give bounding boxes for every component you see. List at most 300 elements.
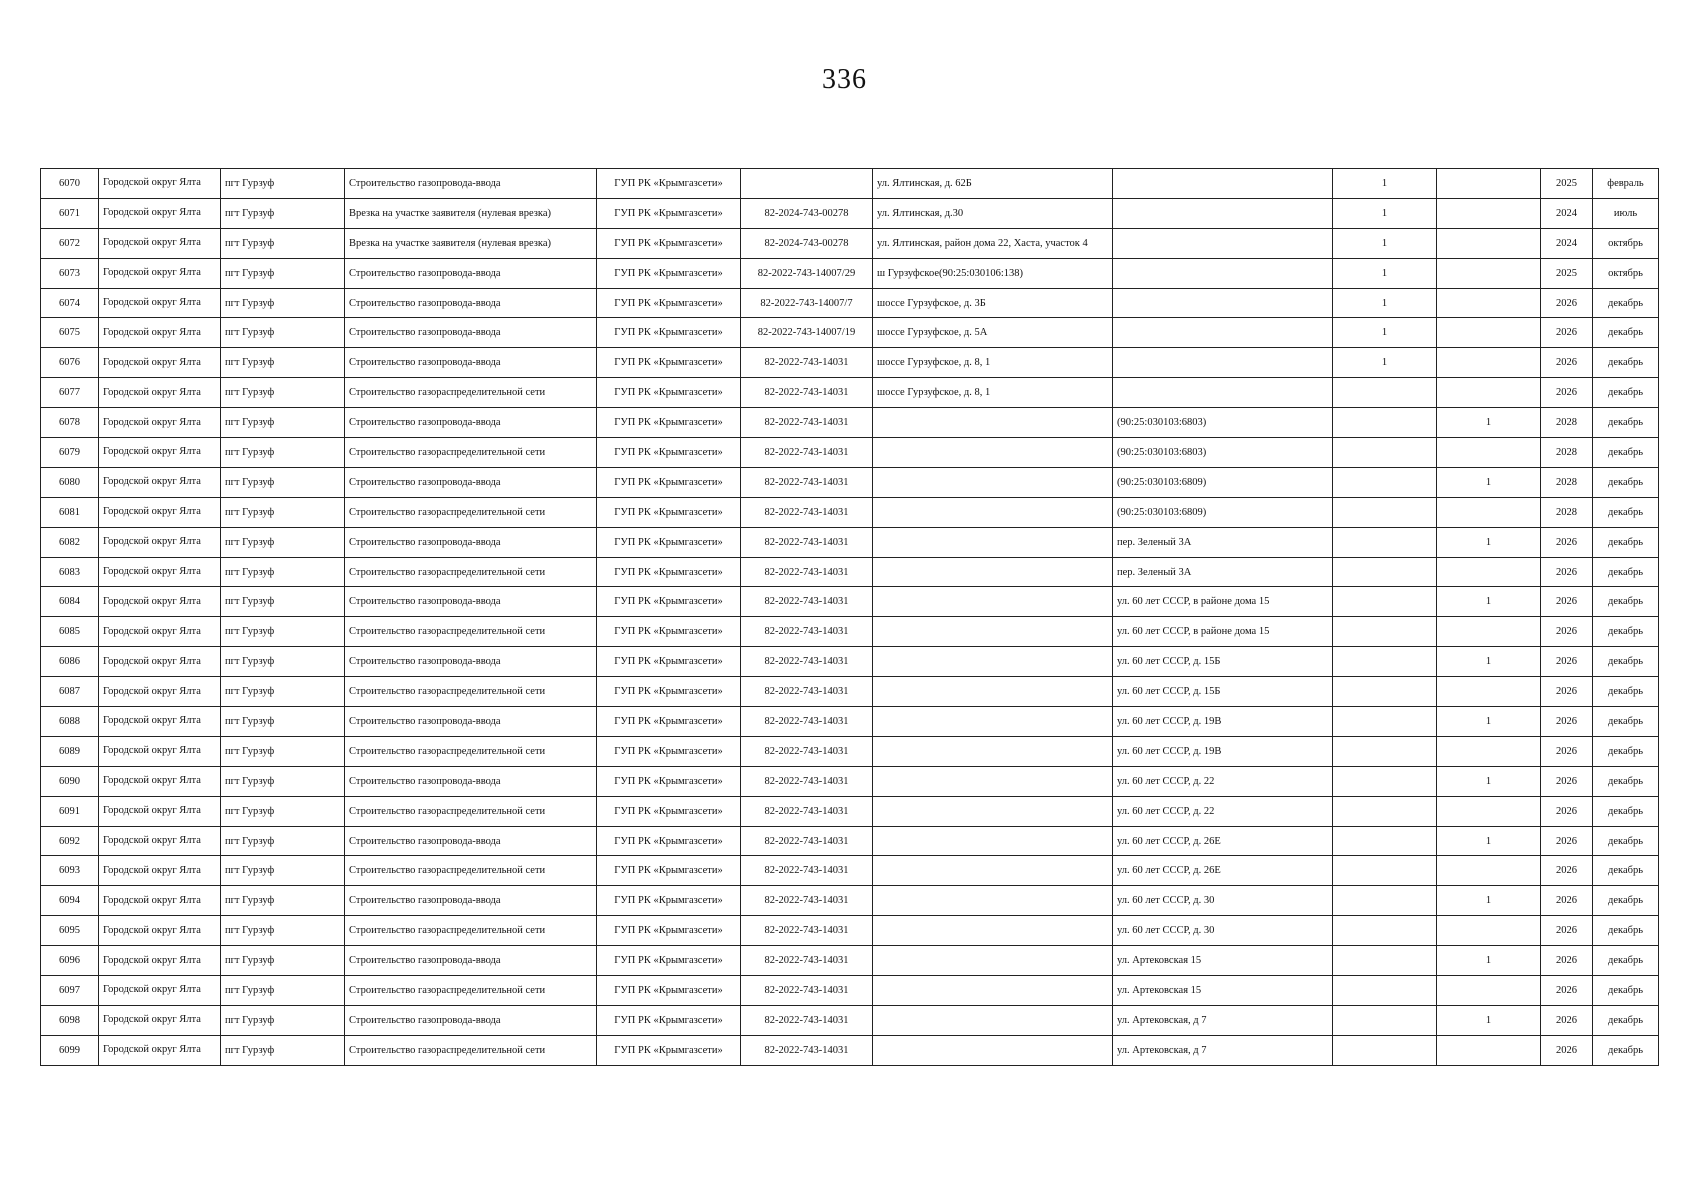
cell-row-number: 6071 xyxy=(41,198,99,228)
cell-contract-number: 82-2022-743-14031 xyxy=(741,527,873,557)
cell-settlement: пгт Гурзуф xyxy=(221,617,345,647)
cell-settlement: пгт Гурзуф xyxy=(221,378,345,408)
cell-organization: ГУП РК «Крымгазсети» xyxy=(597,497,741,527)
cell-year: 2025 xyxy=(1541,169,1593,199)
cell-row-number: 6082 xyxy=(41,527,99,557)
cell-contract-number: 82-2022-743-14031 xyxy=(741,976,873,1006)
cell-count-a xyxy=(1333,796,1437,826)
cell-count-b xyxy=(1437,736,1541,766)
cell-settlement: пгт Гурзуф xyxy=(221,198,345,228)
cell-organization: ГУП РК «Крымгазсети» xyxy=(597,1005,741,1035)
cell-count-b xyxy=(1437,169,1541,199)
cell-year: 2026 xyxy=(1541,677,1593,707)
cell-settlement: пгт Гурзуф xyxy=(221,408,345,438)
cell-work-type: Строительство газопровода-ввода xyxy=(345,1005,597,1035)
cell-year: 2026 xyxy=(1541,976,1593,1006)
cell-settlement: пгт Гурзуф xyxy=(221,647,345,677)
cell-organization: ГУП РК «Крымгазсети» xyxy=(597,527,741,557)
cell-contract-number xyxy=(741,169,873,199)
cell-count-b xyxy=(1437,557,1541,587)
cell-work-type: Строительство газораспределительной сети xyxy=(345,1035,597,1065)
cell-work-type: Строительство газопровода-ввода xyxy=(345,886,597,916)
cell-municipality: Городской округ Ялта xyxy=(99,198,221,228)
cell-cadastral-address: ул. Артековская, д 7 xyxy=(1113,1035,1333,1065)
cell-cadastral-address: ул. 60 лет СССР, д. 19В xyxy=(1113,736,1333,766)
cell-organization: ГУП РК «Крымгазсети» xyxy=(597,766,741,796)
cell-address xyxy=(873,976,1113,1006)
cell-settlement: пгт Гурзуф xyxy=(221,707,345,737)
cell-work-type: Строительство газопровода-ввода xyxy=(345,766,597,796)
cell-year: 2026 xyxy=(1541,796,1593,826)
cell-address xyxy=(873,497,1113,527)
cell-month: декабрь xyxy=(1593,1005,1659,1035)
cell-row-number: 6076 xyxy=(41,348,99,378)
cell-year: 2026 xyxy=(1541,707,1593,737)
cell-row-number: 6083 xyxy=(41,557,99,587)
cell-contract-number: 82-2022-743-14031 xyxy=(741,886,873,916)
cell-organization: ГУП РК «Крымгазсети» xyxy=(597,467,741,497)
cell-year: 2026 xyxy=(1541,856,1593,886)
cell-cadastral-address: ул. Артековская, д 7 xyxy=(1113,1005,1333,1035)
cell-count-a: 1 xyxy=(1333,258,1437,288)
cell-municipality: Городской округ Ялта xyxy=(99,1005,221,1035)
cell-row-number: 6097 xyxy=(41,976,99,1006)
cell-count-b: 1 xyxy=(1437,1005,1541,1035)
cell-cadastral-address: ул. 60 лет СССР, д. 15Б xyxy=(1113,647,1333,677)
cell-month: декабрь xyxy=(1593,766,1659,796)
cell-count-a xyxy=(1333,946,1437,976)
cell-count-b xyxy=(1437,916,1541,946)
cell-organization: ГУП РК «Крымгазсети» xyxy=(597,438,741,468)
cell-year: 2026 xyxy=(1541,736,1593,766)
cell-month: декабрь xyxy=(1593,1035,1659,1065)
cell-month: декабрь xyxy=(1593,617,1659,647)
cell-contract-number: 82-2022-743-14031 xyxy=(741,1005,873,1035)
cell-work-type: Строительство газораспределительной сети xyxy=(345,497,597,527)
cell-count-a xyxy=(1333,1005,1437,1035)
table-row xyxy=(41,408,1659,438)
data-table xyxy=(40,168,1659,1066)
table-row xyxy=(41,557,1659,587)
cell-contract-number: 82-2022-743-14031 xyxy=(741,707,873,737)
cell-count-b: 1 xyxy=(1437,886,1541,916)
cell-month: октябрь xyxy=(1593,258,1659,288)
cell-year: 2026 xyxy=(1541,946,1593,976)
cell-count-b: 1 xyxy=(1437,587,1541,617)
table-row xyxy=(41,826,1659,856)
cell-municipality: Городской округ Ялта xyxy=(99,856,221,886)
cell-count-b xyxy=(1437,258,1541,288)
cell-row-number: 6096 xyxy=(41,946,99,976)
cell-row-number: 6094 xyxy=(41,886,99,916)
cell-cadastral-address: ул. 60 лет СССР, д. 22 xyxy=(1113,766,1333,796)
cell-month: октябрь xyxy=(1593,228,1659,258)
cell-address xyxy=(873,1005,1113,1035)
cell-contract-number: 82-2022-743-14007/19 xyxy=(741,318,873,348)
cell-cadastral-address xyxy=(1113,198,1333,228)
cell-work-type: Строительство газопровода-ввода xyxy=(345,946,597,976)
cell-year: 2024 xyxy=(1541,228,1593,258)
cell-organization: ГУП РК «Крымгазсети» xyxy=(597,557,741,587)
cell-organization: ГУП РК «Крымгазсети» xyxy=(597,647,741,677)
cell-year: 2026 xyxy=(1541,886,1593,916)
cell-contract-number: 82-2022-743-14031 xyxy=(741,467,873,497)
table-row xyxy=(41,1035,1659,1065)
cell-contract-number: 82-2022-743-14031 xyxy=(741,677,873,707)
cell-contract-number: 82-2022-743-14007/29 xyxy=(741,258,873,288)
cell-count-a xyxy=(1333,467,1437,497)
cell-work-type: Строительство газопровода-ввода xyxy=(345,258,597,288)
cell-row-number: 6084 xyxy=(41,587,99,617)
table-row xyxy=(41,438,1659,468)
cell-cadastral-address xyxy=(1113,228,1333,258)
cell-month: декабрь xyxy=(1593,736,1659,766)
cell-contract-number: 82-2022-743-14031 xyxy=(741,617,873,647)
table-row xyxy=(41,886,1659,916)
table-row xyxy=(41,707,1659,737)
table-row xyxy=(41,946,1659,976)
cell-year: 2026 xyxy=(1541,617,1593,647)
cell-row-number: 6081 xyxy=(41,497,99,527)
cell-month: декабрь xyxy=(1593,378,1659,408)
cell-cadastral-address: ул. 60 лет СССР, д. 30 xyxy=(1113,886,1333,916)
cell-settlement: пгт Гурзуф xyxy=(221,527,345,557)
cell-count-a xyxy=(1333,617,1437,647)
cell-settlement: пгт Гурзуф xyxy=(221,1005,345,1035)
cell-count-b: 1 xyxy=(1437,707,1541,737)
cell-year: 2026 xyxy=(1541,527,1593,557)
cell-municipality: Городской округ Ялта xyxy=(99,318,221,348)
cell-cadastral-address: ул. 60 лет СССР, в районе дома 15 xyxy=(1113,587,1333,617)
cell-municipality: Городской округ Ялта xyxy=(99,1035,221,1065)
cell-contract-number: 82-2022-743-14031 xyxy=(741,348,873,378)
cell-organization: ГУП РК «Крымгазсети» xyxy=(597,796,741,826)
table-row xyxy=(41,1005,1659,1035)
cell-count-a xyxy=(1333,916,1437,946)
cell-address xyxy=(873,1035,1113,1065)
cell-work-type: Строительство газопровода-ввода xyxy=(345,169,597,199)
table-row xyxy=(41,527,1659,557)
cell-settlement: пгт Гурзуф xyxy=(221,766,345,796)
cell-settlement: пгт Гурзуф xyxy=(221,677,345,707)
cell-count-b xyxy=(1437,617,1541,647)
cell-municipality: Городской округ Ялта xyxy=(99,408,221,438)
cell-settlement: пгт Гурзуф xyxy=(221,946,345,976)
cell-address xyxy=(873,826,1113,856)
cell-settlement: пгт Гурзуф xyxy=(221,886,345,916)
cell-count-a xyxy=(1333,736,1437,766)
cell-contract-number: 82-2022-743-14031 xyxy=(741,647,873,677)
cell-address xyxy=(873,647,1113,677)
cell-organization: ГУП РК «Крымгазсети» xyxy=(597,617,741,647)
cell-month: декабрь xyxy=(1593,916,1659,946)
cell-month: декабрь xyxy=(1593,318,1659,348)
cell-count-b xyxy=(1437,976,1541,1006)
cell-year: 2026 xyxy=(1541,1035,1593,1065)
cell-row-number: 6087 xyxy=(41,677,99,707)
cell-contract-number: 82-2022-743-14031 xyxy=(741,796,873,826)
cell-count-b xyxy=(1437,228,1541,258)
cell-contract-number: 82-2022-743-14031 xyxy=(741,1035,873,1065)
cell-contract-number: 82-2022-743-14031 xyxy=(741,587,873,617)
cell-count-a xyxy=(1333,647,1437,677)
cell-work-type: Строительство газораспределительной сети xyxy=(345,796,597,826)
cell-row-number: 6073 xyxy=(41,258,99,288)
cell-row-number: 6075 xyxy=(41,318,99,348)
cell-work-type: Строительство газораспределительной сети xyxy=(345,617,597,647)
cell-organization: ГУП РК «Крымгазсети» xyxy=(597,916,741,946)
table-row xyxy=(41,796,1659,826)
cell-settlement: пгт Гурзуф xyxy=(221,467,345,497)
cell-row-number: 6085 xyxy=(41,617,99,647)
cell-municipality: Городской округ Ялта xyxy=(99,766,221,796)
cell-cadastral-address: ул. 60 лет СССР, д. 22 xyxy=(1113,796,1333,826)
cell-address: ул. Ялтинская, д. 62Б xyxy=(873,169,1113,199)
cell-row-number: 6078 xyxy=(41,408,99,438)
cell-address xyxy=(873,736,1113,766)
cell-organization: ГУП РК «Крымгазсети» xyxy=(597,228,741,258)
table-row xyxy=(41,228,1659,258)
cell-organization: ГУП РК «Крымгазсети» xyxy=(597,318,741,348)
cell-municipality: Городской округ Ялта xyxy=(99,796,221,826)
cell-count-a xyxy=(1333,408,1437,438)
cell-municipality: Городской округ Ялта xyxy=(99,467,221,497)
table-row xyxy=(41,617,1659,647)
cell-month: декабрь xyxy=(1593,527,1659,557)
cell-address xyxy=(873,766,1113,796)
cell-row-number: 6089 xyxy=(41,736,99,766)
cell-municipality: Городской округ Ялта xyxy=(99,617,221,647)
cell-organization: ГУП РК «Крымгазсети» xyxy=(597,169,741,199)
cell-count-a xyxy=(1333,677,1437,707)
cell-settlement: пгт Гурзуф xyxy=(221,557,345,587)
cell-count-a: 1 xyxy=(1333,288,1437,318)
cell-contract-number: 82-2022-743-14031 xyxy=(741,736,873,766)
cell-settlement: пгт Гурзуф xyxy=(221,826,345,856)
cell-work-type: Строительство газораспределительной сети xyxy=(345,438,597,468)
cell-year: 2026 xyxy=(1541,826,1593,856)
cell-organization: ГУП РК «Крымгазсети» xyxy=(597,826,741,856)
cell-municipality: Городской округ Ялта xyxy=(99,228,221,258)
cell-count-a xyxy=(1333,766,1437,796)
cell-work-type: Строительство газораспределительной сети xyxy=(345,856,597,886)
cell-contract-number: 82-2022-743-14031 xyxy=(741,408,873,438)
cell-row-number: 6070 xyxy=(41,169,99,199)
cell-work-type: Строительство газораспределительной сети xyxy=(345,557,597,587)
cell-address xyxy=(873,557,1113,587)
cell-municipality: Городской округ Ялта xyxy=(99,677,221,707)
cell-work-type: Строительство газопровода-ввода xyxy=(345,408,597,438)
cell-count-b xyxy=(1437,318,1541,348)
cell-year: 2026 xyxy=(1541,318,1593,348)
cell-municipality: Городской округ Ялта xyxy=(99,527,221,557)
cell-month: декабрь xyxy=(1593,348,1659,378)
cell-address xyxy=(873,796,1113,826)
cell-count-a xyxy=(1333,707,1437,737)
cell-municipality: Городской округ Ялта xyxy=(99,916,221,946)
cell-municipality: Городской округ Ялта xyxy=(99,946,221,976)
cell-year: 2026 xyxy=(1541,916,1593,946)
table-row xyxy=(41,976,1659,1006)
cell-address xyxy=(873,587,1113,617)
cell-count-a xyxy=(1333,976,1437,1006)
cell-settlement: пгт Гурзуф xyxy=(221,169,345,199)
cell-cadastral-address: (90:25:030103:6803) xyxy=(1113,408,1333,438)
cell-count-b: 1 xyxy=(1437,527,1541,557)
table-row xyxy=(41,766,1659,796)
cell-count-a: 1 xyxy=(1333,348,1437,378)
cell-year: 2026 xyxy=(1541,288,1593,318)
table-body xyxy=(41,169,1659,1066)
cell-municipality: Городской округ Ялта xyxy=(99,647,221,677)
table-row xyxy=(41,497,1659,527)
cell-organization: ГУП РК «Крымгазсети» xyxy=(597,378,741,408)
cell-municipality: Городской округ Ялта xyxy=(99,557,221,587)
cell-contract-number: 82-2022-743-14031 xyxy=(741,946,873,976)
cell-settlement: пгт Гурзуф xyxy=(221,856,345,886)
cell-organization: ГУП РК «Крымгазсети» xyxy=(597,348,741,378)
cell-row-number: 6074 xyxy=(41,288,99,318)
cell-settlement: пгт Гурзуф xyxy=(221,587,345,617)
cell-count-b xyxy=(1437,1035,1541,1065)
cell-count-a xyxy=(1333,587,1437,617)
cell-count-b: 1 xyxy=(1437,826,1541,856)
cell-address xyxy=(873,438,1113,468)
cell-row-number: 6080 xyxy=(41,467,99,497)
cell-cadastral-address: ул. 60 лет СССР, д. 19В xyxy=(1113,707,1333,737)
cell-contract-number: 82-2022-743-14007/7 xyxy=(741,288,873,318)
cell-contract-number: 82-2022-743-14031 xyxy=(741,766,873,796)
table-row xyxy=(41,198,1659,228)
cell-address xyxy=(873,527,1113,557)
cell-count-b: 1 xyxy=(1437,408,1541,438)
cell-month: декабрь xyxy=(1593,647,1659,677)
cell-cadastral-address xyxy=(1113,348,1333,378)
cell-organization: ГУП РК «Крымгазсети» xyxy=(597,886,741,916)
cell-organization: ГУП РК «Крымгазсети» xyxy=(597,198,741,228)
cell-contract-number: 82-2022-743-14031 xyxy=(741,916,873,946)
cell-address xyxy=(873,617,1113,647)
cell-count-a xyxy=(1333,886,1437,916)
cell-cadastral-address xyxy=(1113,288,1333,318)
cell-address xyxy=(873,677,1113,707)
cell-month: декабрь xyxy=(1593,587,1659,617)
cell-row-number: 6072 xyxy=(41,228,99,258)
cell-cadastral-address: ул. 60 лет СССР, д. 30 xyxy=(1113,916,1333,946)
table-row xyxy=(41,647,1659,677)
cell-address: шоссе Гурзуфское, д. 8, 1 xyxy=(873,378,1113,408)
cell-count-b xyxy=(1437,288,1541,318)
cell-settlement: пгт Гурзуф xyxy=(221,288,345,318)
cell-year: 2026 xyxy=(1541,766,1593,796)
cell-row-number: 6079 xyxy=(41,438,99,468)
cell-year: 2026 xyxy=(1541,647,1593,677)
cell-municipality: Городской округ Ялта xyxy=(99,438,221,468)
cell-cadastral-address: ул. 60 лет СССР, в районе дома 15 xyxy=(1113,617,1333,647)
cell-month: декабрь xyxy=(1593,497,1659,527)
cell-municipality: Городской округ Ялта xyxy=(99,707,221,737)
cell-contract-number: 82-2024-743-00278 xyxy=(741,228,873,258)
cell-month: декабрь xyxy=(1593,856,1659,886)
cell-year: 2025 xyxy=(1541,258,1593,288)
cell-month: декабрь xyxy=(1593,467,1659,497)
table-row xyxy=(41,378,1659,408)
cell-count-a xyxy=(1333,557,1437,587)
cell-cadastral-address xyxy=(1113,258,1333,288)
table-row xyxy=(41,587,1659,617)
cell-work-type: Врезка на участке заявителя (нулевая врезка) xyxy=(345,198,597,228)
cell-month: июль xyxy=(1593,198,1659,228)
cell-month: декабрь xyxy=(1593,796,1659,826)
table-row xyxy=(41,318,1659,348)
table-row xyxy=(41,467,1659,497)
table-row xyxy=(41,677,1659,707)
cell-address: шоссе Гурзуфское, д. 8, 1 xyxy=(873,348,1113,378)
cell-month: декабрь xyxy=(1593,826,1659,856)
cell-contract-number: 82-2022-743-14031 xyxy=(741,497,873,527)
cell-count-a xyxy=(1333,378,1437,408)
cell-municipality: Городской округ Ялта xyxy=(99,288,221,318)
page-number: 336 xyxy=(822,64,867,95)
cell-month: декабрь xyxy=(1593,886,1659,916)
cell-row-number: 6077 xyxy=(41,378,99,408)
cell-count-b xyxy=(1437,856,1541,886)
cell-cadastral-address: ул. Артековская 15 xyxy=(1113,946,1333,976)
cell-year: 2028 xyxy=(1541,438,1593,468)
cell-cadastral-address: ул. 60 лет СССР, д. 15Б xyxy=(1113,677,1333,707)
cell-count-b: 1 xyxy=(1437,647,1541,677)
cell-settlement: пгт Гурзуф xyxy=(221,736,345,766)
cell-year: 2026 xyxy=(1541,378,1593,408)
cell-municipality: Городской округ Ялта xyxy=(99,378,221,408)
cell-work-type: Строительство газопровода-ввода xyxy=(345,647,597,677)
cell-count-b xyxy=(1437,677,1541,707)
cell-settlement: пгт Гурзуф xyxy=(221,796,345,826)
cell-work-type: Строительство газопровода-ввода xyxy=(345,707,597,737)
cell-work-type: Врезка на участке заявителя (нулевая врезка) xyxy=(345,228,597,258)
cell-count-a: 1 xyxy=(1333,228,1437,258)
cell-contract-number: 82-2022-743-14031 xyxy=(741,378,873,408)
cell-municipality: Городской округ Ялта xyxy=(99,348,221,378)
cell-address xyxy=(873,886,1113,916)
cell-settlement: пгт Гурзуф xyxy=(221,438,345,468)
cell-count-a xyxy=(1333,1035,1437,1065)
cell-cadastral-address: ул. Артековская 15 xyxy=(1113,976,1333,1006)
cell-count-a xyxy=(1333,497,1437,527)
cell-settlement: пгт Гурзуф xyxy=(221,258,345,288)
table-row xyxy=(41,916,1659,946)
cell-count-b xyxy=(1437,497,1541,527)
cell-year: 2026 xyxy=(1541,557,1593,587)
cell-contract-number: 82-2022-743-14031 xyxy=(741,557,873,587)
table-row xyxy=(41,348,1659,378)
cell-contract-number: 82-2024-743-00278 xyxy=(741,198,873,228)
cell-organization: ГУП РК «Крымгазсети» xyxy=(597,707,741,737)
cell-row-number: 6090 xyxy=(41,766,99,796)
cell-count-a: 1 xyxy=(1333,318,1437,348)
cell-contract-number: 82-2022-743-14031 xyxy=(741,438,873,468)
cell-work-type: Строительство газораспределительной сети xyxy=(345,677,597,707)
cell-row-number: 6091 xyxy=(41,796,99,826)
cell-work-type: Строительство газопровода-ввода xyxy=(345,826,597,856)
cell-settlement: пгт Гурзуф xyxy=(221,497,345,527)
cell-count-a xyxy=(1333,826,1437,856)
cell-cadastral-address xyxy=(1113,318,1333,348)
cell-row-number: 6095 xyxy=(41,916,99,946)
cell-year: 2024 xyxy=(1541,198,1593,228)
cell-organization: ГУП РК «Крымгазсети» xyxy=(597,408,741,438)
cell-year: 2028 xyxy=(1541,408,1593,438)
